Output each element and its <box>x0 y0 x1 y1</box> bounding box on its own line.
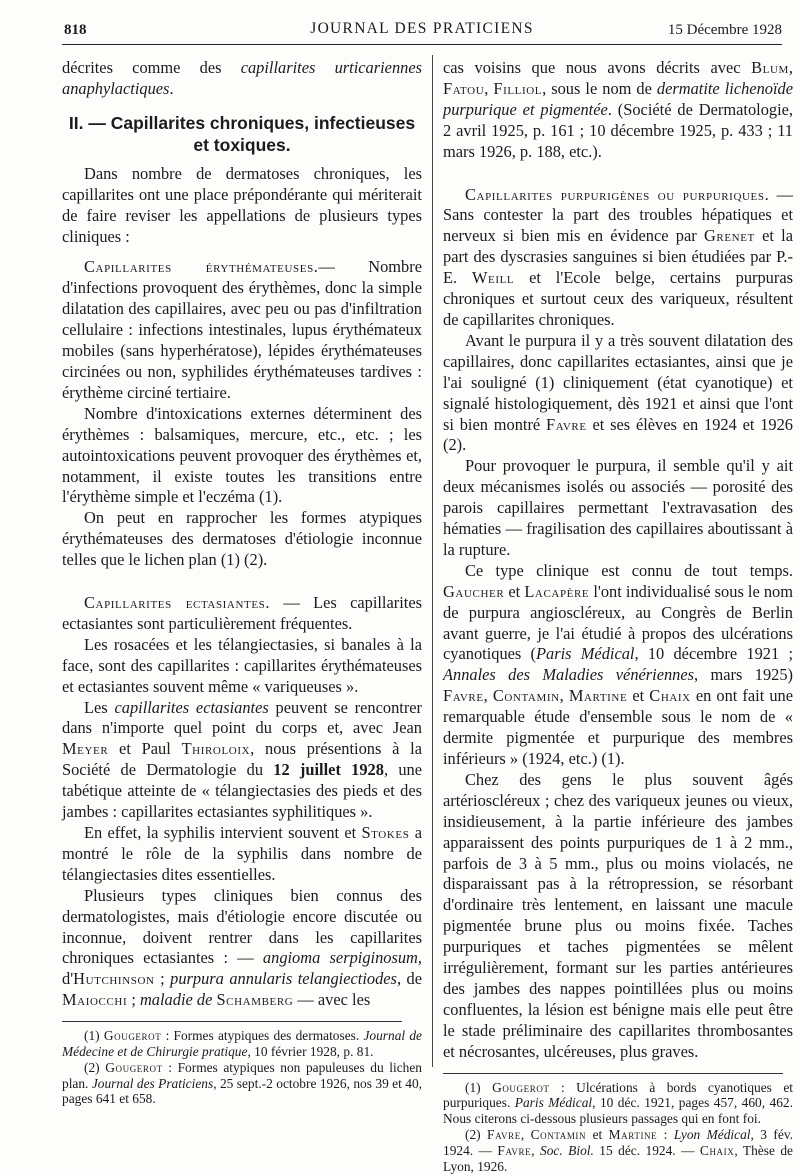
paragraph: Pour provoquer le purpura, il semble qu'il y ait deux mécanismes isolés ou associés — porosité des parois capillaires permettant l'extravasation des hématies — fragilisation des capillaires aboutissant à la rupture. <box>443 456 793 559</box>
subsection-heading: Capillarites érythémateuses. <box>84 257 319 277</box>
page-number: 818 <box>64 22 87 38</box>
column-divider <box>432 55 433 1067</box>
paragraph: Capillarites ectasiantes. — Les capillarites ectasiantes sont particulièrement fréquentes. <box>62 593 422 633</box>
footnote-rule <box>62 1021 402 1022</box>
paragraph: Plusieurs types cliniques bien connus des dermatologistes, mais d'étiologie encore discutée ou inconnue, doivent rentrer dans les capillarites chroniques ectasiantes : — angioma serpiginosum, d'Hutchinson ; purpura annularis telangiectiodes, de Maiocchi ; maladie de Schamberg — avec les <box>62 885 423 1010</box>
paragraph: Les capillarites ectasiantes peuvent se rencontrer dans n'importe quel point du corps et, avec Jean Meyer et Paul Thiroloix, nous présentions à la Société de Dermatologie du 12 juillet 1928, une tabétique atteinte de « télangiectasies des pieds et des jambes : capillarites ectasiantes syphilitiques ». <box>62 697 423 822</box>
subsection-heading: Capillarites purpurigènes ou purpuriques. <box>465 184 770 204</box>
running-header <box>62 18 782 44</box>
paragraph: En effet, la syphilis intervient souvent et Stokes a montré le rôle de la syphilis dans nombre de télangiectasies dites essentielles. <box>62 823 422 884</box>
paragraph: On peut en rapprocher les formes atypiques érythémateuses des dermatoses d'étiologie inconnue telles que le lichen plan (1) (2). <box>62 508 422 570</box>
paragraph: Ce type clinique est connu de tout temps. Gaucher et Lacapère l'ont individualisé sous le nom de purpura angioscléreux, au Congrès de Berlin avant guerre, je l'ai étudié à propos des ulcérations cyanotiques (Paris Médical, 10 décembre 1921 ; Annales des Maladies vénériennes, mars 1925) Favre, Contamin, Martine et Chaix en ont fait une remarquable étude d'ensemble sous le nom de « dermite pigmentée et purpurique des membres inférieurs » (1924, etc.) (1). <box>443 560 794 768</box>
footnote: (2) Gougerot : Formes atypiques non papuleuses du lichen plan. Journal des Praticiens, 25 sept.-2 octobre 1926, nos 39 et 40, pages 641 et 658. <box>62 1059 422 1107</box>
footnote: (1) Gougerot : Ulcérations à bords cyanotiques et purpuriques. Paris Médical, 10 déc. 1921, pages 457, 460, 462. Nous citerons ci-dessous plusieurs passages qui en font foi. <box>443 1079 793 1127</box>
left-column <box>62 58 422 1107</box>
paragraph: Dans nombre de dermatoses chroniques, les capillarites ont une place prépondérante qui mériterait de faire reviser les appellations de plusieurs types cliniques : <box>62 163 422 246</box>
paragraph: cas voisins que nous avons décrits avec Blum, Fatou, Filliol, sous le nom de dermatite lichenoïde purpurique et pigmentée. (Société de Dermatologie, 2 avril 1925, p. 161 ; 10 décembre 1925, p. 433 ; 11 mars 1926, p. 188, etc.). <box>443 58 794 161</box>
paragraph: Avant le purpura il y a très souvent dilatation des capillaires, donc capillarites ectasiantes, ainsi que je l'ai souligné (1) cliniquement (état cyanotique) et signalé histologiquement, dès 1921 et ainsi que l'ont si bien montré Favre et ses élèves en 1924 et 1926 (2). <box>443 330 794 455</box>
paragraph: décrites comme des capillarites urticariennes anaphylactiques. <box>62 58 422 98</box>
paragraph: Capillarites purpurigènes ou purpuriques. — Sans contester la part des troubles hépatiques et nerveux si bien mis en évidence par Grenet et la part des dyscrasies sanguines si bien étudiées par P.-E. Weill et l'Ecole belge, certains purpuras chroniques et surtout ceux des variqueux, résultent de capillarites chroniques. <box>443 184 794 329</box>
footnote: (2) Favre, Contamin et Martine : Lyon Médical, 3 fév. 1924. — Favre, Soc. Biol. 15 déc. 1924. — Chaix, Thèse de Lyon, 1926. <box>443 1126 793 1174</box>
issue-date: 15 Décembre 1928 <box>667 22 782 38</box>
paragraph: Les rosacées et les télangiectasies, si banales à la face, sont des capillarites : capillarites érythémateuses et ectasiantes souvent même « variqueuses ». <box>62 634 422 696</box>
right-column <box>443 58 793 1174</box>
paragraph: Chez des gens le plus souvent âgés artérioscléreux ; chez des variqueux jeunes ou vieux, insidieusement, à la partie inférieure des jambes apparaissent des points purpuriques de 1 à 2 mm., parfois de 3 à 5 mm., plus ou moins violacés, ne disparaissant pas à la rétropression, se résorbant d'ordinaire très lentement, en laissant une macule pigmentée brune plus ou moins fixée. Taches purpuriques et taches pigmentées se mêlent irrégulièrement, formant sur les parties antérieures des jambes des nappes pointillées plus ou moins confluentes, la lésion est bénigne mais elle peut être le stade préliminaire des capillarites thrombosantes et nécrosantes, ulcéreuses, plus graves. <box>443 769 793 1061</box>
paragraph: Capillarites érythémateuses.— Nombre d'infections provoquent des érythèmes, donc la simple dilatation des capillaires, avec peu ou pas d'infiltration cellulaire : infections intestinales, lupus érythémateux mobiles (sans hyperhératose), lépides érythémateuses circinées ou non, syphilides érythémateuses tardives : érythème circiné tertiaire. <box>62 257 422 402</box>
footnote-rule <box>443 1073 783 1074</box>
footnote: (1) Gougerot : Formes atypiques des dermatoses. Journal de Médecine et de Chirurgie pratique, 10 février 1928, p. 81. <box>62 1028 422 1059</box>
journal-title: JOURNAL DES PRATICIENS <box>310 20 534 37</box>
paragraph: Nombre d'intoxications externes déterminent des érythèmes : balsamiques, mercure, etc., etc. ; les autointoxications peuvent provoquer des érythèmes et, notamment, il existe toutes les transitions entre l'érythème simple et l'eczéma (1). <box>62 403 422 507</box>
header-rule <box>62 44 782 45</box>
subsection-heading: Capillarites ectasiantes. <box>84 593 271 613</box>
section-title: II. — Capillarites chroniques, infectieuses et toxiques. <box>68 112 416 155</box>
